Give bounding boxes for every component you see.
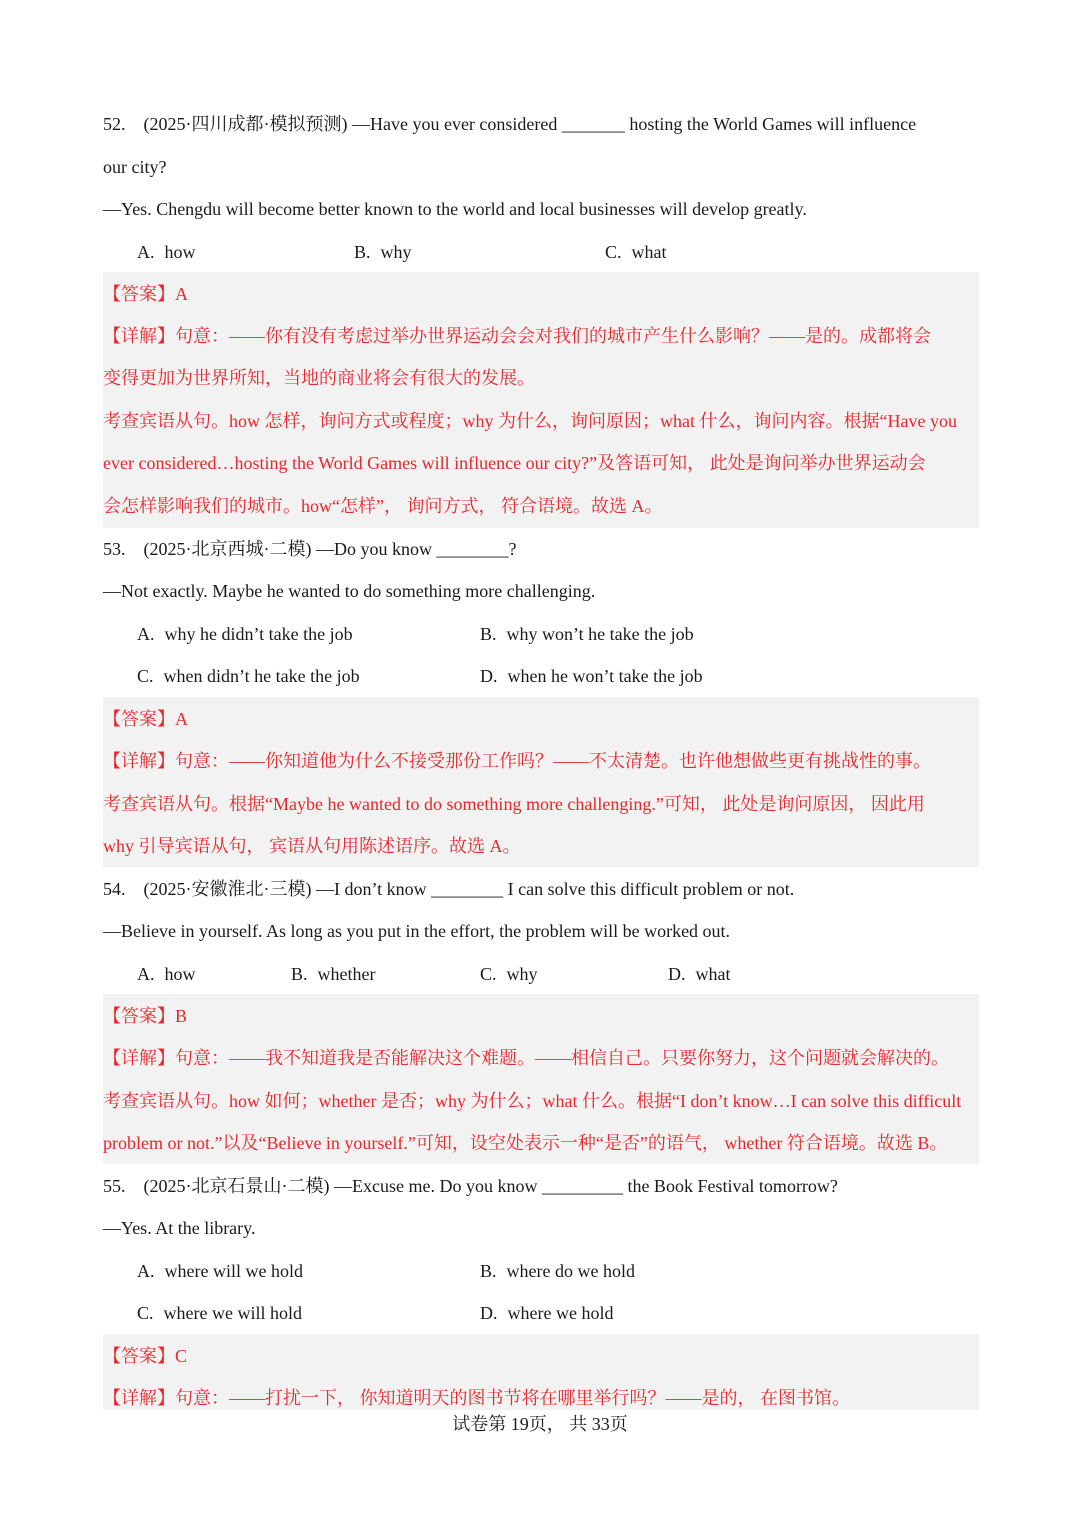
option-letter: C. (137, 666, 154, 686)
q54-explanation-line: 【详解】句意：——我不知道我是否能解决这个难题。——相信自己。只要你努力，这个问题就会解决的。 (103, 1048, 949, 1068)
option-text: whether (317, 964, 376, 984)
q55-option-b (480, 1259, 635, 1283)
q55-option-d (480, 1301, 613, 1325)
option-letter: B. (354, 242, 371, 262)
q55-reply: —Yes. At the library. (103, 1218, 256, 1238)
option-letter: D. (480, 1303, 498, 1323)
option-text: why (380, 242, 412, 262)
option-letter: A. (137, 242, 155, 262)
option-letter: D. (480, 666, 498, 686)
option-letter: B. (291, 964, 308, 984)
option-letter: B. (480, 1261, 497, 1281)
q54-option-c (480, 962, 538, 986)
q52-option-a (137, 240, 196, 264)
option-text: what (631, 242, 667, 262)
q52-reply: —Yes. Chengdu will become better known to the world and local businesses will develop greatly. (103, 199, 807, 219)
q54-explanation-line: problem or not.”以及“Believe in yourself.”可知，设空处表示一种“是否”的语气， whether 符合语境。故选 B。 (103, 1133, 948, 1153)
q54-option-a (137, 962, 196, 986)
option-text: why he didn’t take the job (164, 624, 353, 644)
q52-explanation-line: 【详解】句意：——你有没有考虑过举办世界运动会会对我们的城市产生什么影响？——是的。成都将会 (103, 326, 931, 346)
option-text: where we will hold (163, 1303, 302, 1323)
option-text: how (164, 242, 196, 262)
q54-explanation-line: 考查宾语从句。how 如何；whether 是否；why 为什么；what 什么。根据“I don’t know…I can solve this difficult (103, 1091, 962, 1111)
q52-explanation-line: 考查宾语从句。how 怎样，询问方式或程度；why 为什么，询问原因；what 什么，询问内容。根据“Have you (103, 411, 957, 431)
q53-option-c (137, 664, 360, 688)
option-text: when didn’t he take the job (163, 666, 360, 686)
option-letter: A. (137, 964, 155, 984)
option-letter: B. (480, 624, 497, 644)
q52-answer: 【答案】A (103, 284, 188, 304)
q55-option-a (137, 1259, 303, 1283)
q54-option-b (291, 962, 376, 986)
q55-explanation-line: 【详解】句意：——打扰一下， 你知道明天的图书节将在哪里举行吗？——是的， 在图书馆。 (103, 1388, 850, 1408)
option-letter: C. (480, 964, 497, 984)
option-text: how (164, 964, 196, 984)
q54-option-d (668, 962, 731, 986)
q53-explanation-line: why 引导宾语从句， 宾语从句用陈述语序。故选 A。 (103, 836, 521, 856)
q53-option-b (480, 622, 694, 646)
q52-stem-cont: our city? (103, 157, 167, 177)
option-letter: C. (137, 1303, 154, 1323)
q55-answer: 【答案】C (103, 1346, 188, 1366)
option-letter: A. (137, 624, 155, 644)
q53-explanation-line: 考查宾语从句。根据“Maybe he wanted to do something more challenging.”可知， 此处是询问原因， 因此用 (103, 794, 925, 814)
q55-option-c (137, 1301, 302, 1325)
option-text: where do we hold (506, 1261, 635, 1281)
q53-option-d (480, 664, 703, 688)
option-text: why won’t he take the job (506, 624, 694, 644)
q53-reply: —Not exactly. Maybe he wanted to do something more challenging. (103, 581, 596, 601)
option-text: why (506, 964, 538, 984)
q54-answer: 【答案】B (103, 1006, 188, 1026)
q55-stem: 55. (2025·北京石景山·二模) —Excuse me. Do you know _________ the Book Festival tomorrow? (103, 1176, 838, 1196)
q53-explanation-line: 【详解】句意：——你知道他为什么不接受那份工作吗？——不太清楚。也许他想做些更有挑战性的事。 (103, 751, 931, 771)
option-text: when he won’t take the job (507, 666, 703, 686)
option-text: what (695, 964, 731, 984)
option-letter: D. (668, 964, 686, 984)
option-text: where we hold (507, 1303, 614, 1323)
q52-stem: 52. (2025·四川成都·模拟预测) —Have you ever considered _______ hosting the World Games will influence (103, 114, 917, 134)
option-letter: C. (605, 242, 622, 262)
q52-option-c (605, 240, 667, 264)
q52-option-b (354, 240, 412, 264)
q53-answer: 【答案】A (103, 709, 188, 729)
q53-option-a (137, 622, 353, 646)
option-text: where will we hold (164, 1261, 303, 1281)
q52-explanation-line: ever considered…hosting the World Games will influence our city?”及答语可知， 此处是询问举办世界运动会 (103, 453, 926, 473)
q52-answer-box (103, 272, 979, 528)
option-letter: A. (137, 1261, 155, 1281)
q54-reply: —Believe in yourself. As long as you put in the effort, the problem will be worked out. (103, 921, 731, 941)
q54-stem: 54. (2025·安徽淮北·三模) —I don’t know ________ I can solve this difficult problem or not. (103, 879, 795, 899)
page-footer: 试卷第 19页， 共 33页 (452, 1414, 628, 1434)
q52-explanation-line: 会怎样影响我们的城市。how“怎样”， 询问方式， 符合语境。故选 A。 (103, 496, 663, 516)
q52-explanation-line: 变得更加为世界所知，当地的商业将会有很大的发展。 (103, 368, 535, 388)
q53-stem: 53. (2025·北京西城·二模) —Do you know ________? (103, 539, 517, 559)
